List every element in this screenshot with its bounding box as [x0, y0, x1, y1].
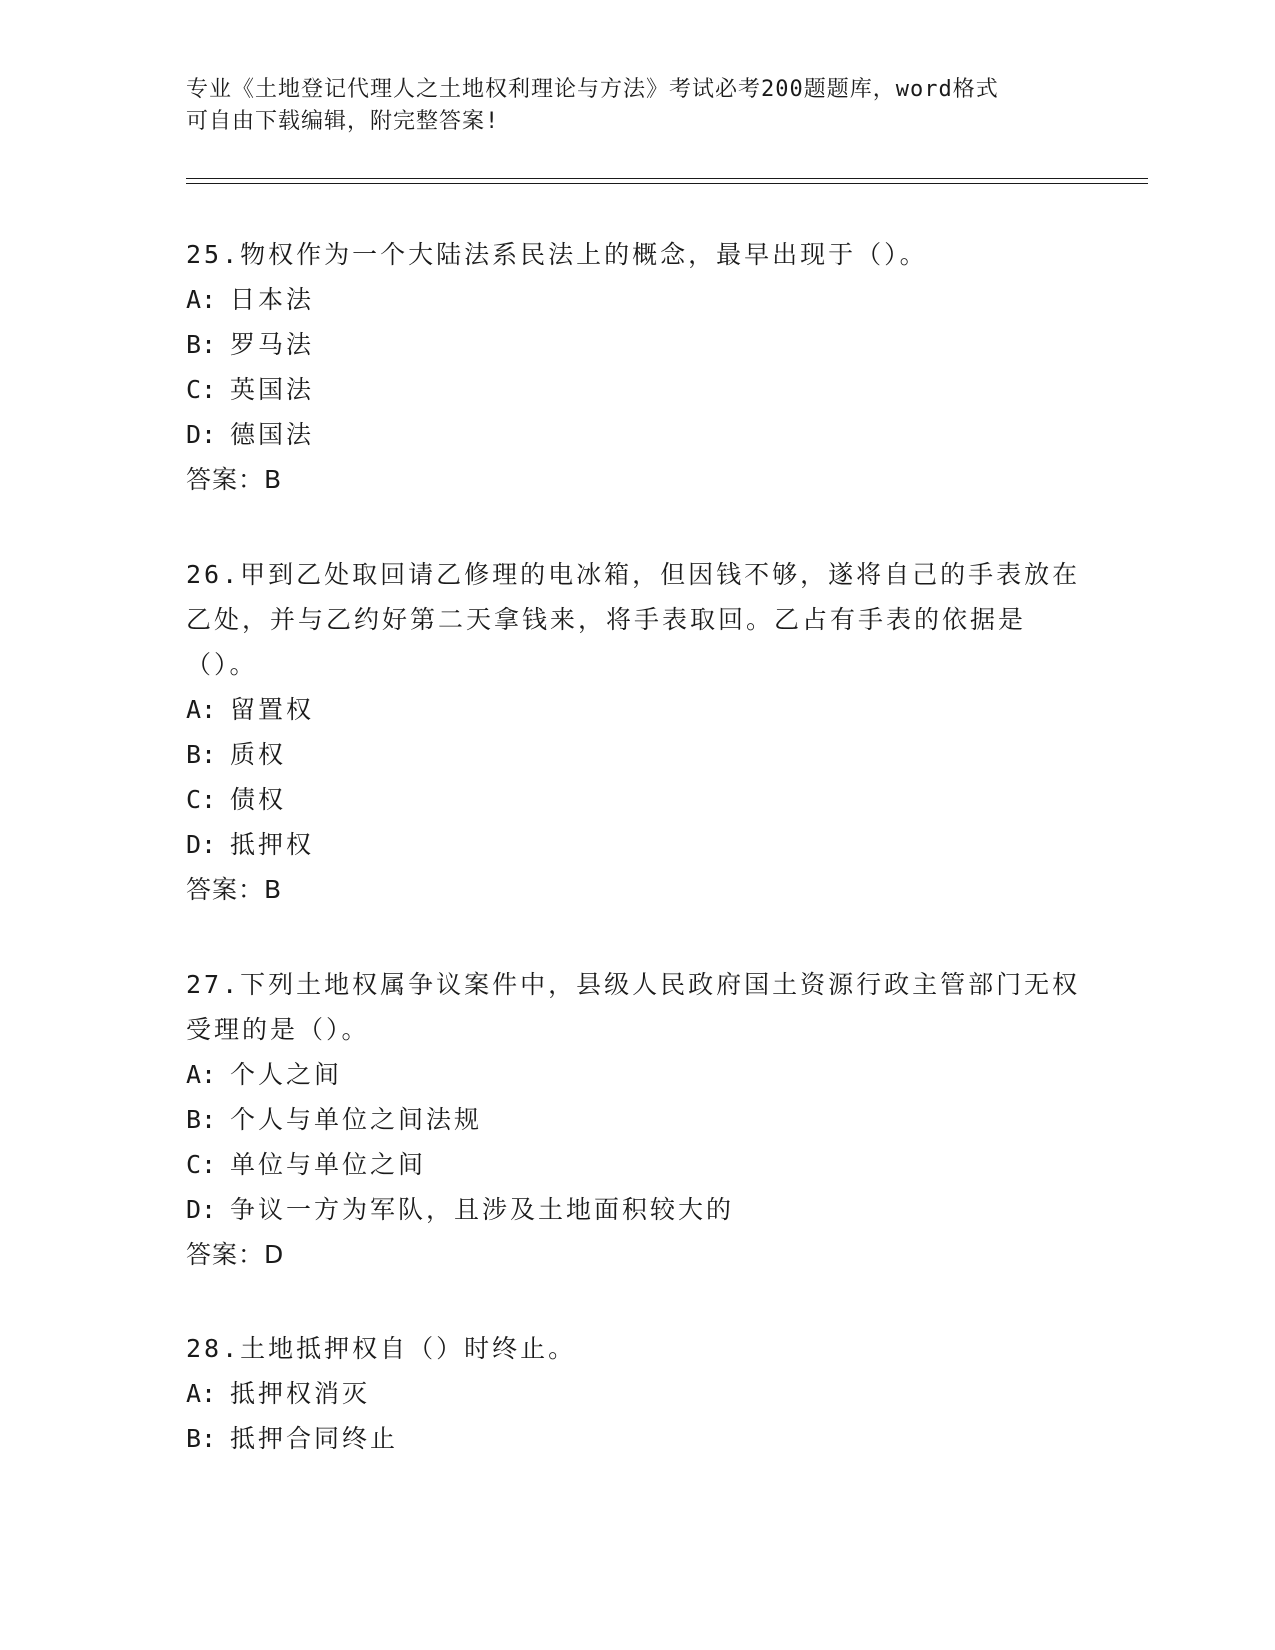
option-a: [186, 687, 1086, 732]
option-text: 抵押权: [230, 830, 315, 859]
option-text: 德国法: [230, 420, 315, 449]
option-text: 个人与单位之间法规: [230, 1105, 483, 1134]
option-letter: C:: [186, 1150, 217, 1179]
document-header: [186, 74, 1066, 138]
option-text: 争议一方为军队，且涉及土地面积较大的: [230, 1195, 735, 1224]
question-26: [186, 552, 1086, 912]
option-b: [186, 732, 1086, 777]
option-c: [186, 777, 1086, 822]
option-d: [186, 822, 1086, 867]
option-text: 单位与单位之间: [230, 1150, 427, 1179]
option-text: 抵押合同终止: [230, 1424, 399, 1453]
header-title-line1: 专业《土地登记代理人之土地权利理论与方法》考试必考200题题库，word格式: [186, 77, 999, 102]
option-a: [186, 277, 1086, 322]
question-text: 26.甲到乙处取回请乙修理的电冰箱，但因钱不够，遂将自己的手表放在乙处，并与乙约好第二天拿钱来，将手表取回。乙占有手表的依据是（）。: [186, 560, 1081, 679]
option-text: 留置权: [230, 695, 315, 724]
option-c: [186, 1142, 1086, 1187]
option-b: [186, 1416, 1086, 1461]
question-text: 28.土地抵押权自（）时终止。: [186, 1334, 577, 1363]
question-25: [186, 232, 1086, 502]
option-d: [186, 1187, 1086, 1232]
question-27: [186, 962, 1086, 1277]
option-letter: B:: [186, 1424, 217, 1453]
option-letter: B:: [186, 1105, 217, 1134]
question-text: 27.下列土地权属争议案件中，县级人民政府国土资源行政主管部门无权受理的是（）。: [186, 970, 1081, 1044]
option-text: 个人之间: [230, 1060, 343, 1089]
option-text: 英国法: [230, 375, 315, 404]
option-b: [186, 1097, 1086, 1142]
option-letter: A:: [186, 695, 217, 724]
option-text: 日本法: [230, 285, 315, 314]
option-text: 债权: [230, 785, 287, 814]
header-rule-bottom: [186, 183, 1148, 184]
option-c: [186, 367, 1086, 412]
option-letter: A:: [186, 1060, 217, 1089]
question-text: 25.物权作为一个大陆法系民法上的概念，最早出现于（）。: [186, 240, 928, 269]
question-28: [186, 1326, 1086, 1461]
header-title-line2: 可自由下载编辑，附完整答案!: [186, 109, 500, 134]
answer-label: 答案：B: [186, 465, 283, 494]
option-b: [186, 322, 1086, 367]
option-text: 质权: [230, 740, 287, 769]
option-letter: A:: [186, 1379, 217, 1408]
option-letter: A:: [186, 285, 217, 314]
option-text: 罗马法: [230, 330, 315, 359]
option-d: [186, 412, 1086, 457]
option-letter: C:: [186, 375, 217, 404]
option-letter: D:: [186, 420, 217, 449]
answer-label: 答案：D: [186, 1240, 285, 1269]
option-letter: B:: [186, 740, 217, 769]
option-a: [186, 1052, 1086, 1097]
option-letter: B:: [186, 330, 217, 359]
option-letter: C:: [186, 785, 217, 814]
header-rule-top: [186, 178, 1148, 179]
option-text: 抵押权消灭: [230, 1379, 371, 1408]
option-a: [186, 1371, 1086, 1416]
option-letter: D:: [186, 830, 217, 859]
option-letter: D:: [186, 1195, 217, 1224]
answer-label: 答案：B: [186, 875, 283, 904]
